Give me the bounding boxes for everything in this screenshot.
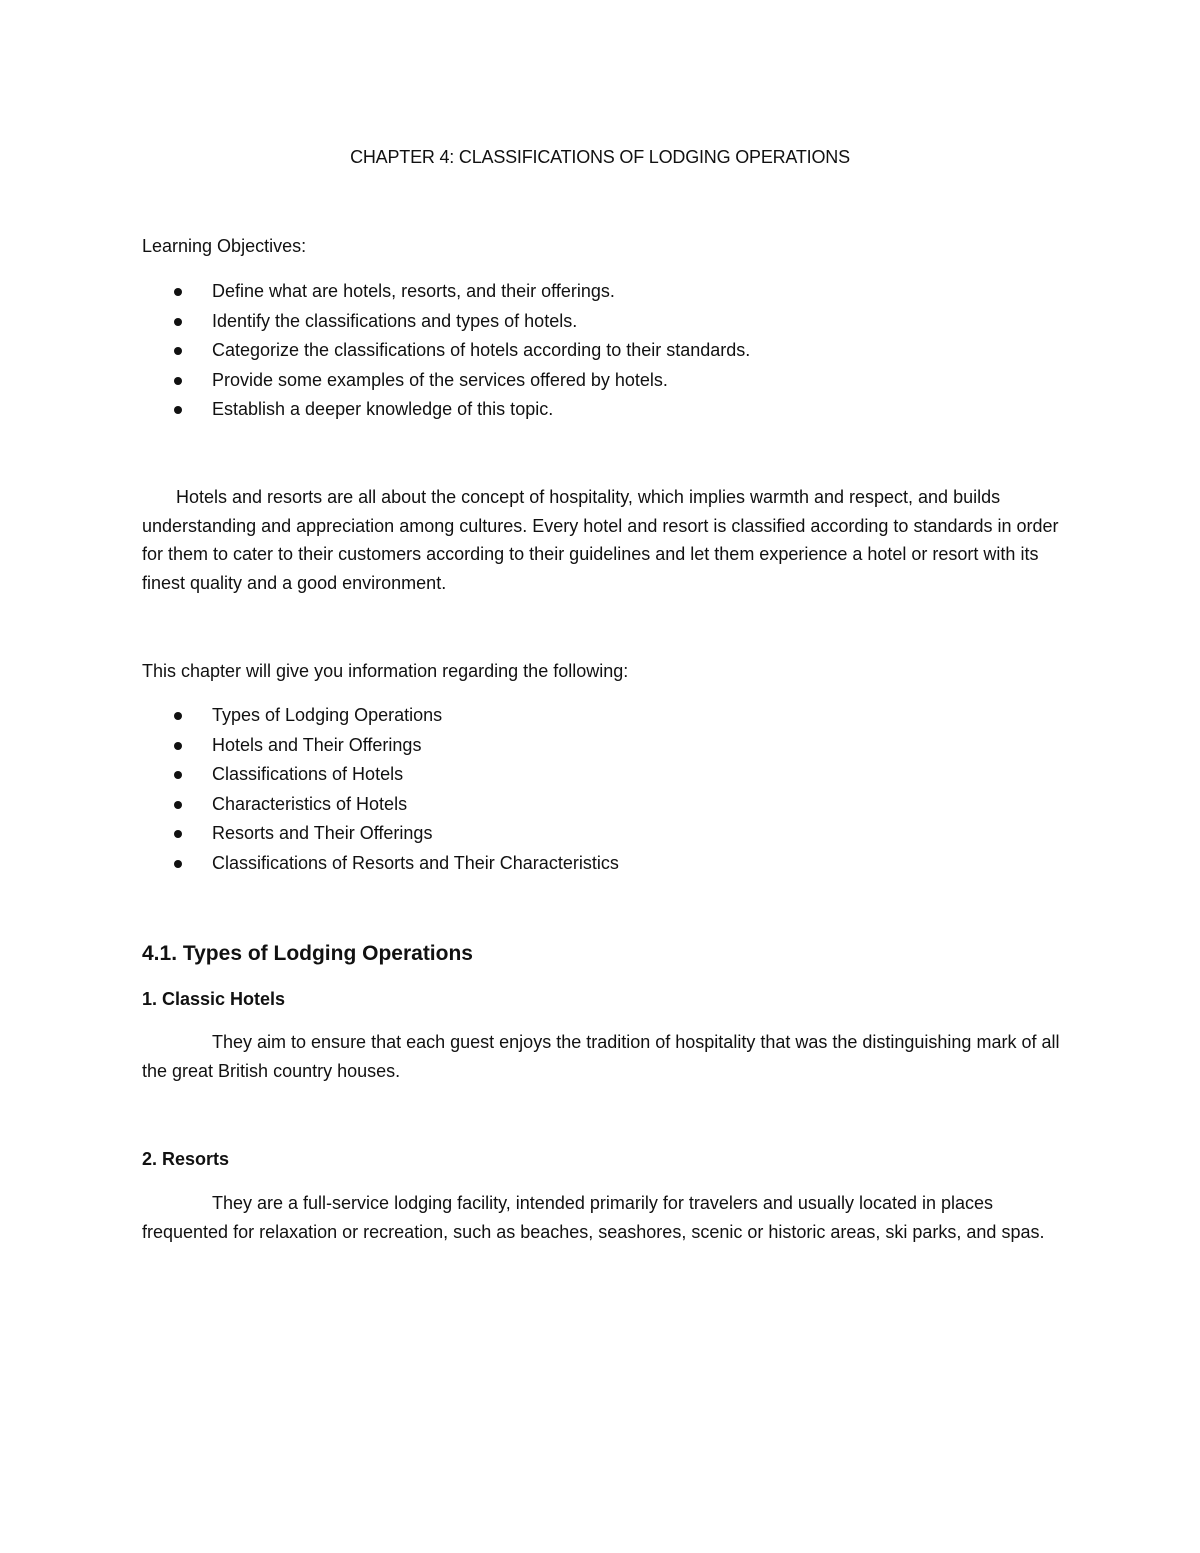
bullet-icon	[174, 801, 182, 809]
topics-list	[142, 701, 1102, 879]
list-item: Identify the classifications and types of hotels.	[142, 307, 1102, 337]
chapter-info-label: This chapter will give you information regarding the following:	[142, 661, 629, 681]
bullet-icon	[174, 406, 182, 414]
resorts-paragraph: They are a full-service lodging facility, intended primarily for travelers and usually located in places frequented for relaxation or recreation, such as beaches, seashores, scenic or historic areas, ski parks, and spas.	[142, 1193, 1045, 1242]
list-item: Types of Lodging Operations	[142, 701, 1102, 731]
bullet-icon	[174, 712, 182, 720]
list-item: Characteristics of Hotels	[142, 790, 1102, 820]
bullet-icon	[174, 288, 182, 296]
chapter-title: CHAPTER 4: CLASSIFICATIONS OF LODGING OPERATIONS	[350, 147, 850, 167]
bullet-icon	[174, 742, 182, 750]
bullet-icon	[174, 830, 182, 838]
list-item: Categorize the classifications of hotels according to their standards.	[142, 336, 1102, 366]
objectives-list	[142, 277, 1102, 425]
classic-hotels-paragraph: They aim to ensure that each guest enjoys the tradition of hospitality that was the distinguishing mark of all the great British country houses.	[142, 1032, 1060, 1081]
bullet-icon	[174, 860, 182, 868]
list-item: Define what are hotels, resorts, and their offerings.	[142, 277, 1102, 307]
bullet-icon	[174, 771, 182, 779]
intro-paragraph: Hotels and resorts are all about the concept of hospitality, which implies warmth and respect, and builds understanding and appreciation among cultures. Every hotel and resort is classified according to standards in order for them to cater to their customers according to their guidelines and let them experience a hotel or resort with its finest quality and a good environment.	[142, 487, 1059, 593]
list-item: Provide some examples of the services offered by hotels.	[142, 366, 1102, 396]
bullet-icon	[174, 377, 182, 385]
bullet-icon	[174, 318, 182, 326]
list-item: Establish a deeper knowledge of this topic.	[142, 395, 1102, 425]
subheading-classic-hotels: 1. Classic Hotels	[142, 989, 286, 1009]
list-item: Resorts and Their Offerings	[142, 819, 1102, 849]
bullet-icon	[174, 347, 182, 355]
subheading-resorts: 2. Resorts	[142, 1149, 230, 1169]
list-item: Classifications of Resorts and Their Characteristics	[142, 849, 1102, 879]
list-item: Classifications of Hotels	[142, 760, 1102, 790]
section-heading-4-1: 4.1. Types of Lodging Operations	[142, 942, 473, 965]
list-item: Hotels and Their Offerings	[142, 731, 1102, 761]
learning-objectives-label: Learning Objectives:	[142, 236, 307, 256]
